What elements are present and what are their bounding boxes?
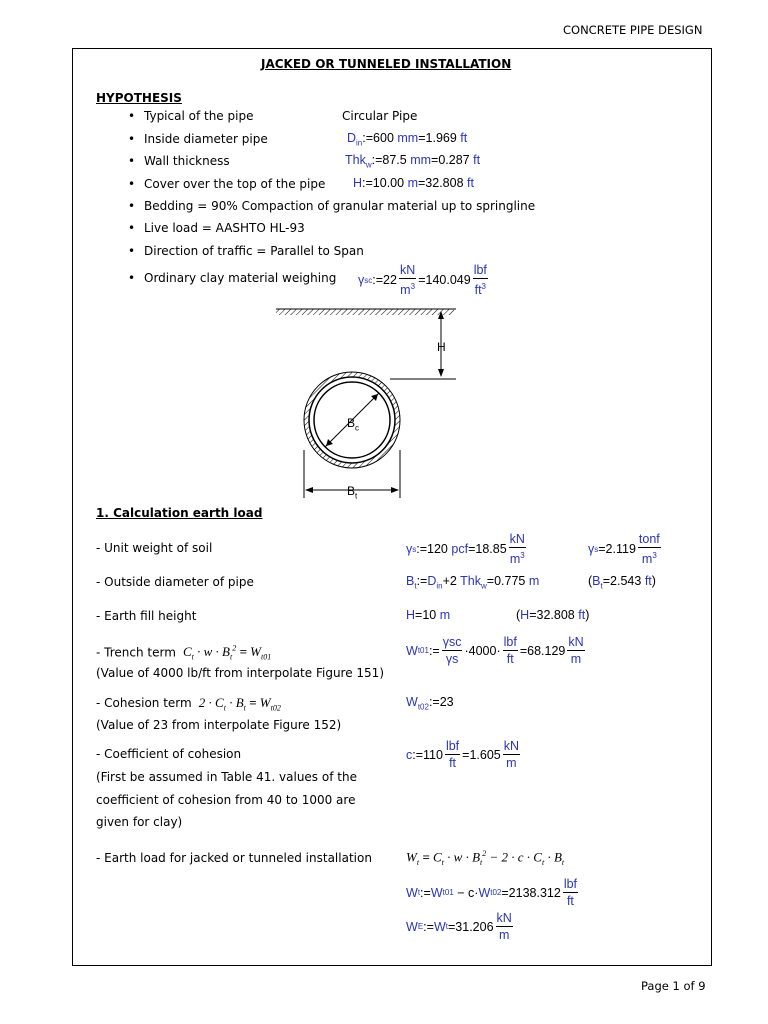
- list-item-label: Wall thickness: [144, 154, 230, 168]
- list-item-label: Direction of traffic = Parallel to Span: [144, 244, 364, 258]
- list-item: •: [128, 221, 136, 235]
- list-item-label: Ordinary clay material weighing: [144, 271, 337, 285]
- coefficient-note-line-1: (First be assumed in Table 41. values of the: [96, 770, 357, 784]
- document-header-title: CONCRETE PIPE DESIGN: [563, 23, 703, 37]
- list-item-label: Typical of the pipe: [144, 109, 254, 123]
- coefficient-cohesion-equation: c :=110 $\frac{\text{lbf}}{ft}$ =1.605 $\frac{kN}{m}$: [406, 739, 520, 770]
- earth-load-formula: $W_t = C_t \cdot w \cdot B_t^2 - 2 \cdot c \cdot C_t \cdot B_t$: [406, 849, 565, 867]
- earth-load-label: - Earth load for jacked or tunneled installation: [96, 851, 372, 865]
- page-number: Page 1 of 9: [641, 979, 706, 993]
- pipe-type-value: Circular Pipe: [342, 109, 418, 123]
- list-item: •: [128, 132, 136, 146]
- ground-surface: [276, 309, 454, 315]
- outside-diameter-ft-equation: ($B_t=2.543$ ft): [588, 574, 656, 591]
- trench-note: (Value of 4000 lb/ft from interpolate Figure 151): [96, 666, 384, 680]
- cohesion-note: (Value of 23 from interpolate Figure 152): [96, 718, 342, 732]
- coefficient-note-line-3: given for clay): [96, 815, 183, 829]
- cover-height-equation: H:=10.00 m=32.808 ft: [353, 176, 474, 190]
- outside-diameter-equation: $B_t:=D_{in}+2$ Thk$_w$=0.775 m: [406, 574, 540, 591]
- list-item-label: Live load = AASHTO HL-93: [144, 221, 305, 235]
- fill-height-label: - Earth fill height: [96, 609, 197, 623]
- bt-label: $B_t$: [347, 484, 358, 501]
- height-label: H: [437, 340, 446, 354]
- list-item: •: [128, 199, 136, 213]
- soil-unit-weight-tonf-equation: γ s =2.119 $\frac{\text{tonf}}{m^3}$: [588, 532, 660, 567]
- inside-diameter-equation: $D_{in}:=600$ mm=1.969 ft: [347, 131, 468, 148]
- coefficient-note-line-2: coefficient of cohesion from 40 to 1000 are: [96, 793, 356, 807]
- list-item: •: [128, 244, 136, 258]
- fill-height-equation: H=10 m: [406, 608, 451, 622]
- coefficient-cohesion-label: - Coefficient of cohesion: [96, 747, 242, 761]
- fill-height-ft-equation: (H=32.808 ft): [516, 608, 590, 622]
- list-item-label: Bedding = 90% Compaction of granular material up to springline: [144, 199, 536, 213]
- list-item: •: [128, 154, 136, 168]
- list-item-label: Inside diameter pipe: [144, 132, 268, 146]
- outside-diameter-label: - Outside diameter of pipe: [96, 575, 254, 589]
- cohesion-term-equation: $W_{t02}:=23$: [406, 695, 454, 712]
- list-item-label: Cover over the top of the pipe: [144, 177, 326, 191]
- hypothesis-heading: HYPOTHESIS: [96, 91, 182, 105]
- bc-label: $B_c$: [347, 416, 360, 433]
- trench-term-equation: W t01 := $\frac{\text{γsc}}{\gamma s}$ ·4000· $\frac{\text{lbf}}{ft}$ =68.129 $\frac{kN}{m}$: [406, 635, 584, 666]
- earth-load-kn-equation: W E := W t =31.206 $\frac{kN}{m}$: [406, 911, 512, 942]
- earth-load-equation: W t := W t01 − c · W t02 =2138.312 $\frac{\text{lbf}}{ft}$: [406, 877, 578, 908]
- unit-weight-label: - Unit weight of soil: [96, 541, 213, 555]
- section-heading-earth-load: 1. Calculation earth load: [96, 506, 263, 520]
- list-item: •: [128, 271, 136, 285]
- list-item: •: [128, 109, 136, 123]
- wall-thickness-equation: Thk$_w$:=87.5 mm=0.287 ft: [345, 153, 481, 170]
- cohesion-term-label: - Cohesion term $2 \cdot C_t \cdot B_t = W_{t02}$: [96, 695, 281, 713]
- clay-unit-weight-equation: γ sc :=22 $\frac{kN}{m^3}$ =140.049 $\frac{\text{lbf}}{ft^3}$: [358, 263, 487, 298]
- document-title: JACKED OR TUNNELED INSTALLATION: [261, 57, 512, 71]
- list-item: •: [128, 177, 136, 191]
- pipe-installation-diagram: [260, 300, 480, 510]
- trench-term-label: - Trench term $C_t \cdot w \cdot B_t^2 = W_{t01}$: [96, 644, 272, 662]
- soil-unit-weight-equation: γ s :=120 pcf =18.85 $\frac{kN}{m^3}$: [406, 532, 525, 567]
